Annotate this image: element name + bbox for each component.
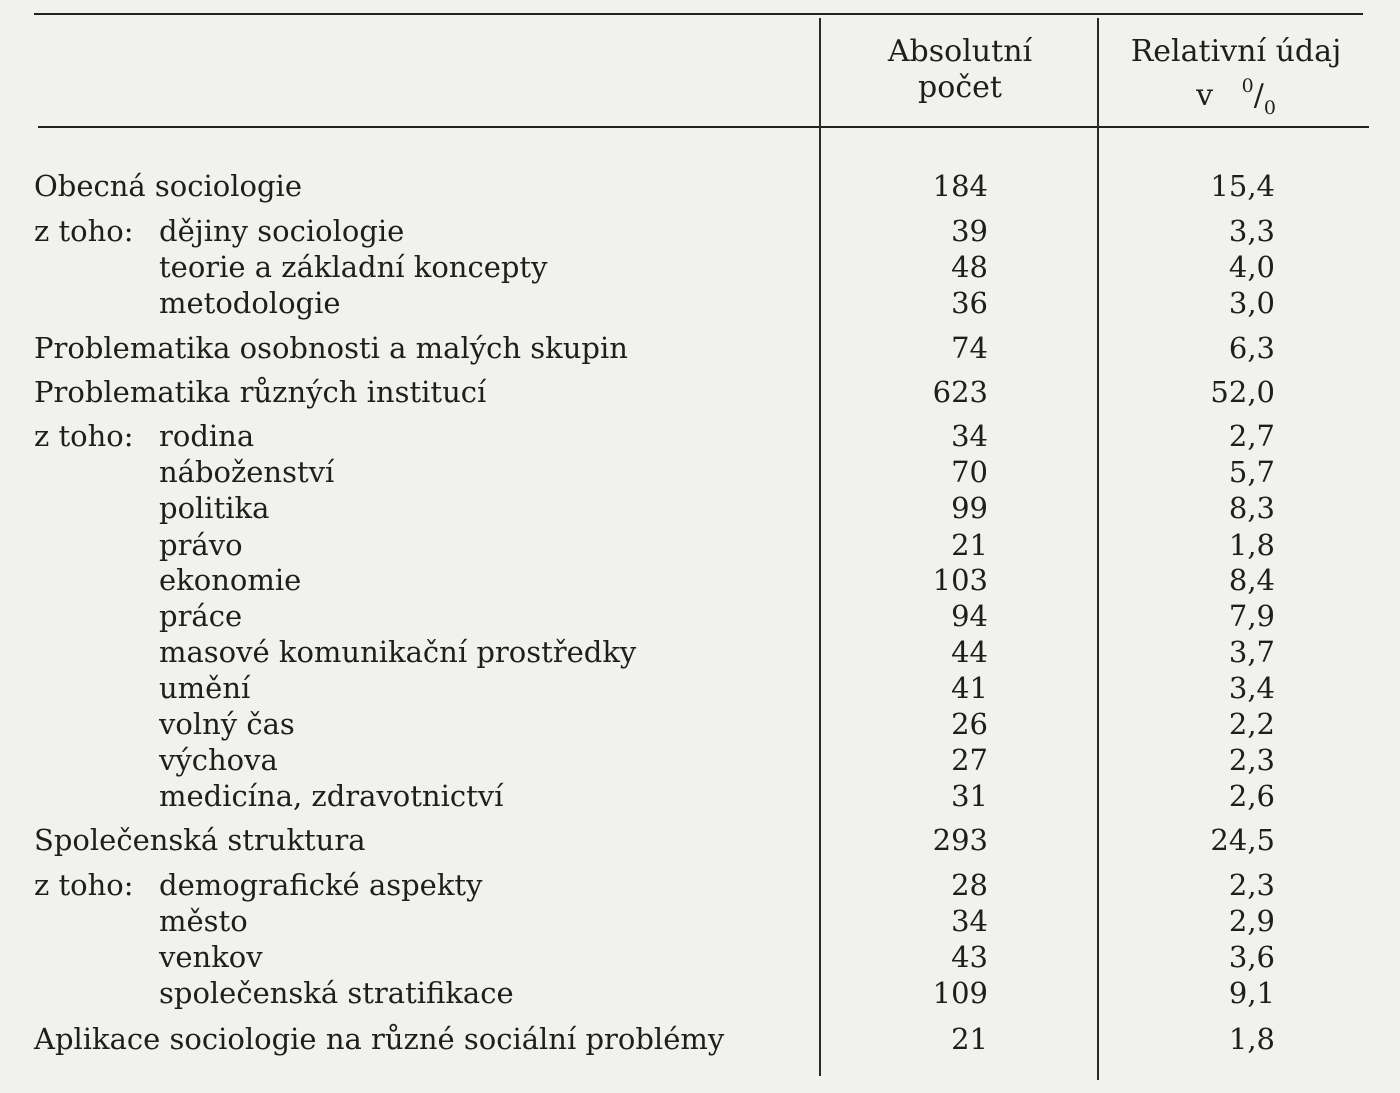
absolute-count-cell: 184 bbox=[932, 169, 988, 203]
table-row bbox=[0, 903, 1400, 939]
table-row bbox=[0, 527, 1400, 563]
absolute-count-cell: 34 bbox=[951, 904, 988, 938]
header-absolute-line1: Absolutní bbox=[887, 34, 1033, 69]
header-relative-v: v bbox=[1196, 78, 1214, 113]
row-label: demografické aspekty bbox=[159, 868, 483, 902]
row-label: výchova bbox=[159, 743, 278, 777]
absolute-count-cell: 70 bbox=[951, 455, 988, 489]
relative-percent-cell: 2,2 bbox=[1228, 707, 1275, 741]
row-label: dějiny sociologie bbox=[159, 214, 405, 248]
row-prefix: z toho: bbox=[34, 419, 134, 453]
relative-percent-cell: 1,8 bbox=[1228, 1022, 1275, 1056]
header-rule bbox=[38, 126, 1369, 128]
absolute-count-cell: 26 bbox=[951, 707, 988, 741]
relative-percent-cell: 8,3 bbox=[1228, 491, 1275, 525]
row-label: ekonomie bbox=[159, 563, 302, 597]
relative-percent-cell: 1,8 bbox=[1228, 528, 1275, 562]
absolute-count-cell: 31 bbox=[951, 779, 988, 813]
row-label: venkov bbox=[159, 940, 263, 974]
table-row bbox=[0, 778, 1400, 814]
relative-percent-cell: 2,6 bbox=[1228, 779, 1275, 813]
absolute-count-cell: 103 bbox=[932, 563, 988, 597]
table-row bbox=[0, 490, 1400, 526]
absolute-count-cell: 44 bbox=[951, 635, 988, 669]
relative-percent-cell: 3,4 bbox=[1228, 671, 1275, 705]
relative-percent-cell: 4,0 bbox=[1228, 250, 1275, 284]
table-row bbox=[0, 634, 1400, 670]
row-label: volný čas bbox=[159, 707, 295, 741]
absolute-count-cell: 74 bbox=[951, 331, 988, 365]
relative-percent-cell: 15,4 bbox=[1210, 169, 1275, 203]
absolute-count-cell: 43 bbox=[951, 940, 988, 974]
row-label: politika bbox=[159, 491, 270, 525]
row-label: Problematika různých institucí bbox=[34, 375, 487, 409]
row-prefix: z toho: bbox=[34, 868, 134, 902]
table-row bbox=[0, 598, 1400, 634]
table-row bbox=[0, 213, 1400, 249]
header-relative-value bbox=[1108, 34, 1364, 124]
relative-percent-cell: 2,3 bbox=[1228, 743, 1275, 777]
absolute-count-cell: 21 bbox=[951, 1022, 988, 1056]
relative-percent-cell: 3,7 bbox=[1228, 635, 1275, 669]
table-row bbox=[0, 822, 1400, 858]
table-row bbox=[0, 975, 1400, 1011]
relative-percent-cell: 2,3 bbox=[1228, 868, 1275, 902]
relative-percent-cell: 24,5 bbox=[1210, 823, 1275, 857]
absolute-count-cell: 41 bbox=[951, 671, 988, 705]
relative-percent-cell: 3,6 bbox=[1228, 940, 1275, 974]
percent-sign-slash: / bbox=[1253, 78, 1264, 113]
absolute-count-cell: 293 bbox=[932, 823, 988, 857]
row-prefix: z toho: bbox=[34, 214, 134, 248]
table-row bbox=[0, 706, 1400, 742]
table-row bbox=[0, 249, 1400, 285]
row-label: práce bbox=[159, 599, 243, 633]
table-row bbox=[0, 454, 1400, 490]
absolute-count-cell: 48 bbox=[951, 250, 988, 284]
table-row bbox=[0, 742, 1400, 778]
row-label: město bbox=[159, 904, 248, 938]
relative-percent-cell: 52,0 bbox=[1210, 375, 1275, 409]
absolute-count-cell: 28 bbox=[951, 868, 988, 902]
table-row bbox=[0, 1021, 1400, 1057]
row-label: Aplikace sociologie na různé sociální problémy bbox=[34, 1022, 725, 1056]
relative-percent-cell: 5,7 bbox=[1228, 455, 1275, 489]
row-label: Společenská struktura bbox=[34, 823, 366, 857]
relative-percent-cell: 6,3 bbox=[1228, 331, 1275, 365]
relative-percent-cell: 2,9 bbox=[1228, 904, 1275, 938]
table-row bbox=[0, 374, 1400, 410]
absolute-count-cell: 34 bbox=[951, 419, 988, 453]
header-absolute-count bbox=[840, 34, 1080, 106]
absolute-count-cell: 27 bbox=[951, 743, 988, 777]
percent-sign-bottom: 0 bbox=[1263, 97, 1276, 119]
row-label: Problematika osobnosti a malých skupin bbox=[34, 331, 628, 365]
header-relative-line2 bbox=[1108, 70, 1364, 124]
row-label: umění bbox=[159, 671, 251, 705]
row-label: masové komunikační prostředky bbox=[159, 635, 637, 669]
row-label: společenská stratifikace bbox=[159, 976, 514, 1010]
table-row bbox=[0, 285, 1400, 321]
table-row bbox=[0, 330, 1400, 366]
absolute-count-cell: 623 bbox=[932, 375, 988, 409]
table-row bbox=[0, 939, 1400, 975]
row-label: medicína, zdravotnictví bbox=[159, 779, 504, 813]
header-absolute-line2: počet bbox=[918, 70, 1002, 105]
relative-percent-cell: 3,3 bbox=[1228, 214, 1275, 248]
row-label: rodina bbox=[159, 419, 255, 453]
table-row bbox=[0, 670, 1400, 706]
relative-percent-cell: 2,7 bbox=[1228, 419, 1275, 453]
absolute-count-cell: 21 bbox=[951, 528, 988, 562]
table-row bbox=[0, 562, 1400, 598]
absolute-count-cell: 99 bbox=[951, 491, 988, 525]
top-rule bbox=[34, 13, 1363, 15]
table-row bbox=[0, 418, 1400, 454]
percent-sign-top: 0 bbox=[1241, 75, 1254, 97]
relative-percent-cell: 3,0 bbox=[1228, 286, 1275, 320]
absolute-count-cell: 94 bbox=[951, 599, 988, 633]
relative-percent-cell: 7,9 bbox=[1228, 599, 1275, 633]
header-relative-line1: Relativní údaj bbox=[1130, 34, 1342, 69]
table-row bbox=[0, 168, 1400, 204]
table-row bbox=[0, 867, 1400, 903]
row-label: teorie a základní koncepty bbox=[159, 250, 548, 284]
row-label: Obecná sociologie bbox=[34, 169, 302, 203]
absolute-count-cell: 109 bbox=[932, 976, 988, 1010]
row-label: metodologie bbox=[159, 286, 341, 320]
absolute-count-cell: 39 bbox=[951, 214, 988, 248]
absolute-count-cell: 36 bbox=[951, 286, 988, 320]
relative-percent-cell: 9,1 bbox=[1228, 976, 1275, 1010]
row-label: náboženství bbox=[159, 455, 335, 489]
relative-percent-cell: 8,4 bbox=[1228, 563, 1275, 597]
row-label: právo bbox=[159, 528, 243, 562]
